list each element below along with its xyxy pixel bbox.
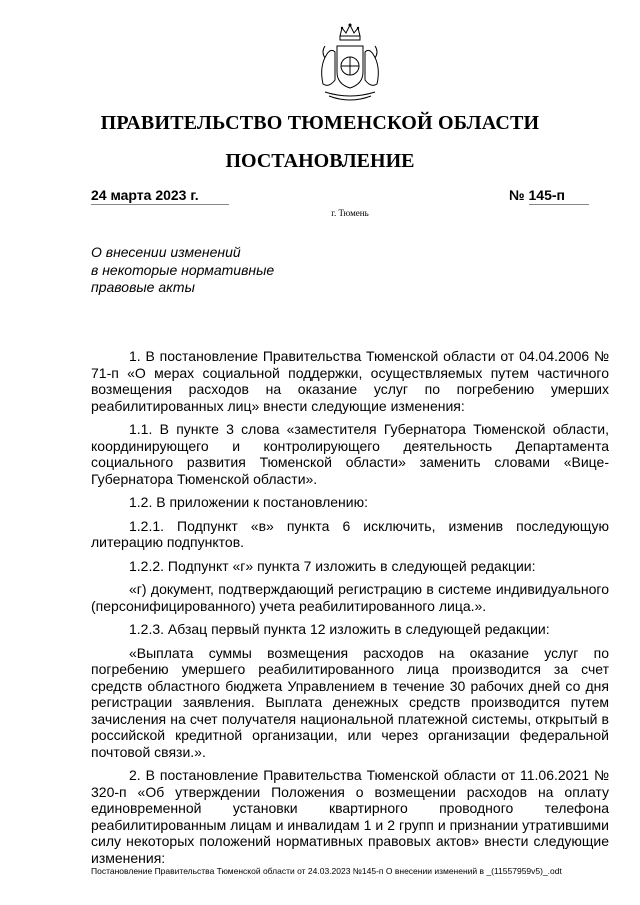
document-date: 24 марта 2023 г.	[91, 187, 229, 205]
subject-line: О внесении изменений	[91, 244, 241, 260]
subject-line: правовые акты	[91, 279, 195, 295]
paragraph: 1. В постановление Правительства Тюменской области от 04.04.2006 № 71-п «О мерах социальной поддержки, осуществляемых путем частичного возмещения расходов на оказание услуг по погребению умерших реабилитированных лиц» внести следующие изменения:	[91, 348, 609, 414]
paragraph: 1.2.1. Подпункт «в» пункта 6 исключить, изменив последующую литерацию подпунктов.	[91, 517, 609, 550]
page-footer: Постановление Правительства Тюменской области от 24.03.2023 №145-п О внесении изменений в _(11557959v5)_.odt	[91, 866, 562, 876]
paragraph: «Выплата суммы возмещения расходов на оказание услуг по погребению умершего реабилитированного лица производится за счет средств областного бюджета Управлением в течение 30 рабочих дней со дня регистрации заявления. Выплата денежных средств производится путем зачисления на счет получателя национальной платежной системы, открытый в российской кредитной организации, или через организации федеральной почтовой связи.».	[91, 644, 609, 760]
number-value: 145-п	[529, 187, 589, 205]
document-body	[91, 348, 609, 873]
subject-line: в некоторые нормативные	[91, 261, 275, 278]
government-title: ПРАВИТЕЛЬСТВО ТЮМЕНСКОЙ ОБЛАСТИ	[100, 112, 540, 134]
city: г. Тюмень	[331, 208, 369, 218]
paragraph: 1.2. В приложении к постановлению:	[129, 494, 368, 510]
coat-of-arms-icon	[315, 22, 385, 104]
paragraph: 1.2.3. Абзац первый пункта 12 изложить в следующей редакции:	[129, 621, 550, 637]
paragraph: 1.2.2. Подпункт «г» пункта 7 изложить в следующей редакции:	[129, 557, 536, 574]
document-number	[509, 187, 605, 205]
paragraph: «г) документ, подтверждающий регистрацию в системе индивидуального (персонифицированного) учета реабилитированного лица.».	[91, 581, 609, 614]
document-subject	[91, 244, 311, 297]
paragraph: 1.1. В пункте 3 слова «заместителя Губернатора Тюменской области, координирующего и контролирующего деятельность Департамента социального развития Тюменской области» заменить словами «Вице-Губернатора Тюменской области».	[91, 421, 609, 487]
document-type: ПОСТАНОВЛЕНИЕ	[225, 150, 415, 172]
number-prefix: №	[509, 187, 525, 203]
paragraph: 2. В постановление Правительства Тюменской области от 11.06.2021 № 320-п «Об утверждении Положения о возмещении расходов на оплату единовременной установки квартирного проводного телефона реабилитированным лицам и инвалидам 1 и 2 групп и признании утратившими силу некоторых положений нормативных правовых актов» внести следующие изменения:	[91, 767, 609, 866]
